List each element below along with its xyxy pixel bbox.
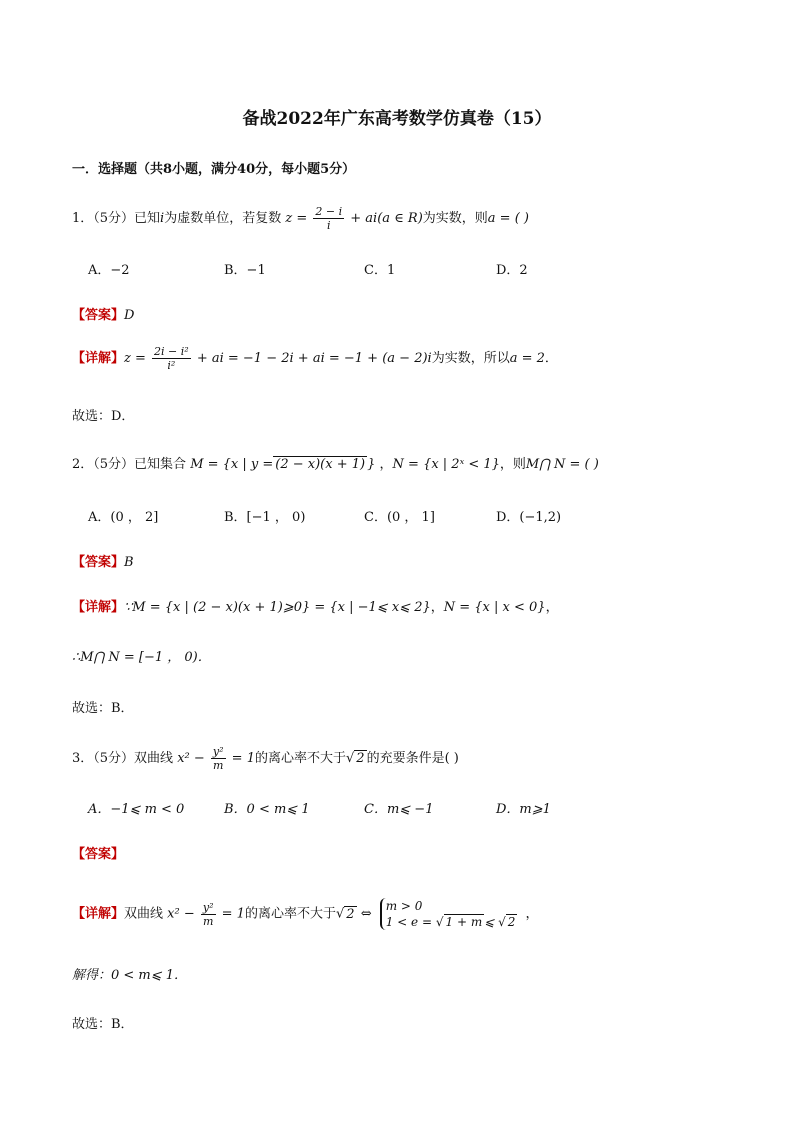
- q3-option-a[interactable]: A．−1⩽ m < 0: [88, 802, 185, 817]
- q2-option-b[interactable]: B．[−1 ， 0): [224, 510, 306, 525]
- q2-answer: 【答案】B: [72, 555, 134, 570]
- q3-condition-system: m > 0 1 < e = √ 1 + m ⩽ √ 2: [380, 898, 518, 930]
- q2-option-a[interactable]: A．(0 ， 2]: [88, 510, 159, 525]
- q2-conclusion: 故选：B．: [72, 701, 134, 716]
- q1-detail: 【详解】z = $\frac{\text{2i − i²}}{\text{i²}}$ + ai = −1 − 2i + ai = −1 + (a − 2)i为实数，所以a = 2．: [72, 345, 558, 372]
- q3-answer: 【答案】: [72, 847, 125, 862]
- q1-option-c[interactable]: C．1: [364, 263, 396, 278]
- q2-stem: 2．（5分）已知集合 M = {x | y = (2 − x)(x + 1) } ，N = {x | 2ˣ < 1}，则M⋂ N = ( ): [72, 457, 599, 472]
- q3-detail-fraction: $\frac{\text{y²}}{m}$: [202, 900, 214, 928]
- q3-solve: 解得：0 < m⩽ 1．: [72, 968, 188, 983]
- q1-option-a[interactable]: A．−2: [88, 263, 130, 278]
- q1-option-d[interactable]: D．2: [496, 263, 528, 278]
- q2-option-d[interactable]: D．(−1,2): [496, 510, 562, 525]
- section-heading: 一．选择题（共8小题，满分40分，每小题5分）: [72, 162, 356, 177]
- q3-option-d[interactable]: D．m⩾1: [496, 802, 551, 817]
- q1-detail-fraction: $\frac{\text{2i − i²}}{\text{i²}}$: [154, 345, 189, 372]
- q1-fraction: $\frac{2 - i}{i}$: [315, 205, 343, 232]
- q3-conclusion: 故选：B．: [72, 1017, 134, 1032]
- q1-conclusion: 故选：D．: [72, 409, 135, 424]
- q3-stem: 3．（5分）双曲线 x² − $\frac{\text{y²}}{m}$ = 1的离心率不大于√ 2 的充要条件是( ): [72, 745, 459, 772]
- q3-detail: 【详解】双曲线 x² − $\frac{\text{y²}}{m}$ = 1的离心率不大于√ 2 ⇔ m > 0 1 < e = √ 1 + m ⩽ √ 2 ，: [72, 899, 539, 929]
- page-title: 备战2022年广东高考数学仿真卷（15）: [242, 109, 552, 129]
- q2-detail-line2: ∴M⋂ N = [−1 ， 0)．: [72, 650, 211, 665]
- q2-option-c[interactable]: C．(0 ， 1]: [364, 510, 435, 525]
- q3-option-b[interactable]: B．0 < m⩽ 1: [224, 802, 310, 817]
- q1-option-b[interactable]: B．−1: [224, 263, 266, 278]
- q3-option-c[interactable]: C．m⩽ −1: [364, 802, 434, 817]
- q1-stem: 1．（5分）已知i为虚数单位，若复数 z = $\frac{2 - i}{i}$ + ai(a ∈ R)为实数，则a = ( ): [72, 205, 529, 232]
- q1-answer: 【答案】D: [72, 308, 135, 323]
- q3-fraction: $\frac{\text{y²}}{m}$: [212, 745, 224, 772]
- q2-detail: 【详解】∵M = {x | (2 − x)(x + 1)⩾0} = {x | −1⩽ x⩽ 2}，N = {x | x < 0}，: [72, 600, 559, 615]
